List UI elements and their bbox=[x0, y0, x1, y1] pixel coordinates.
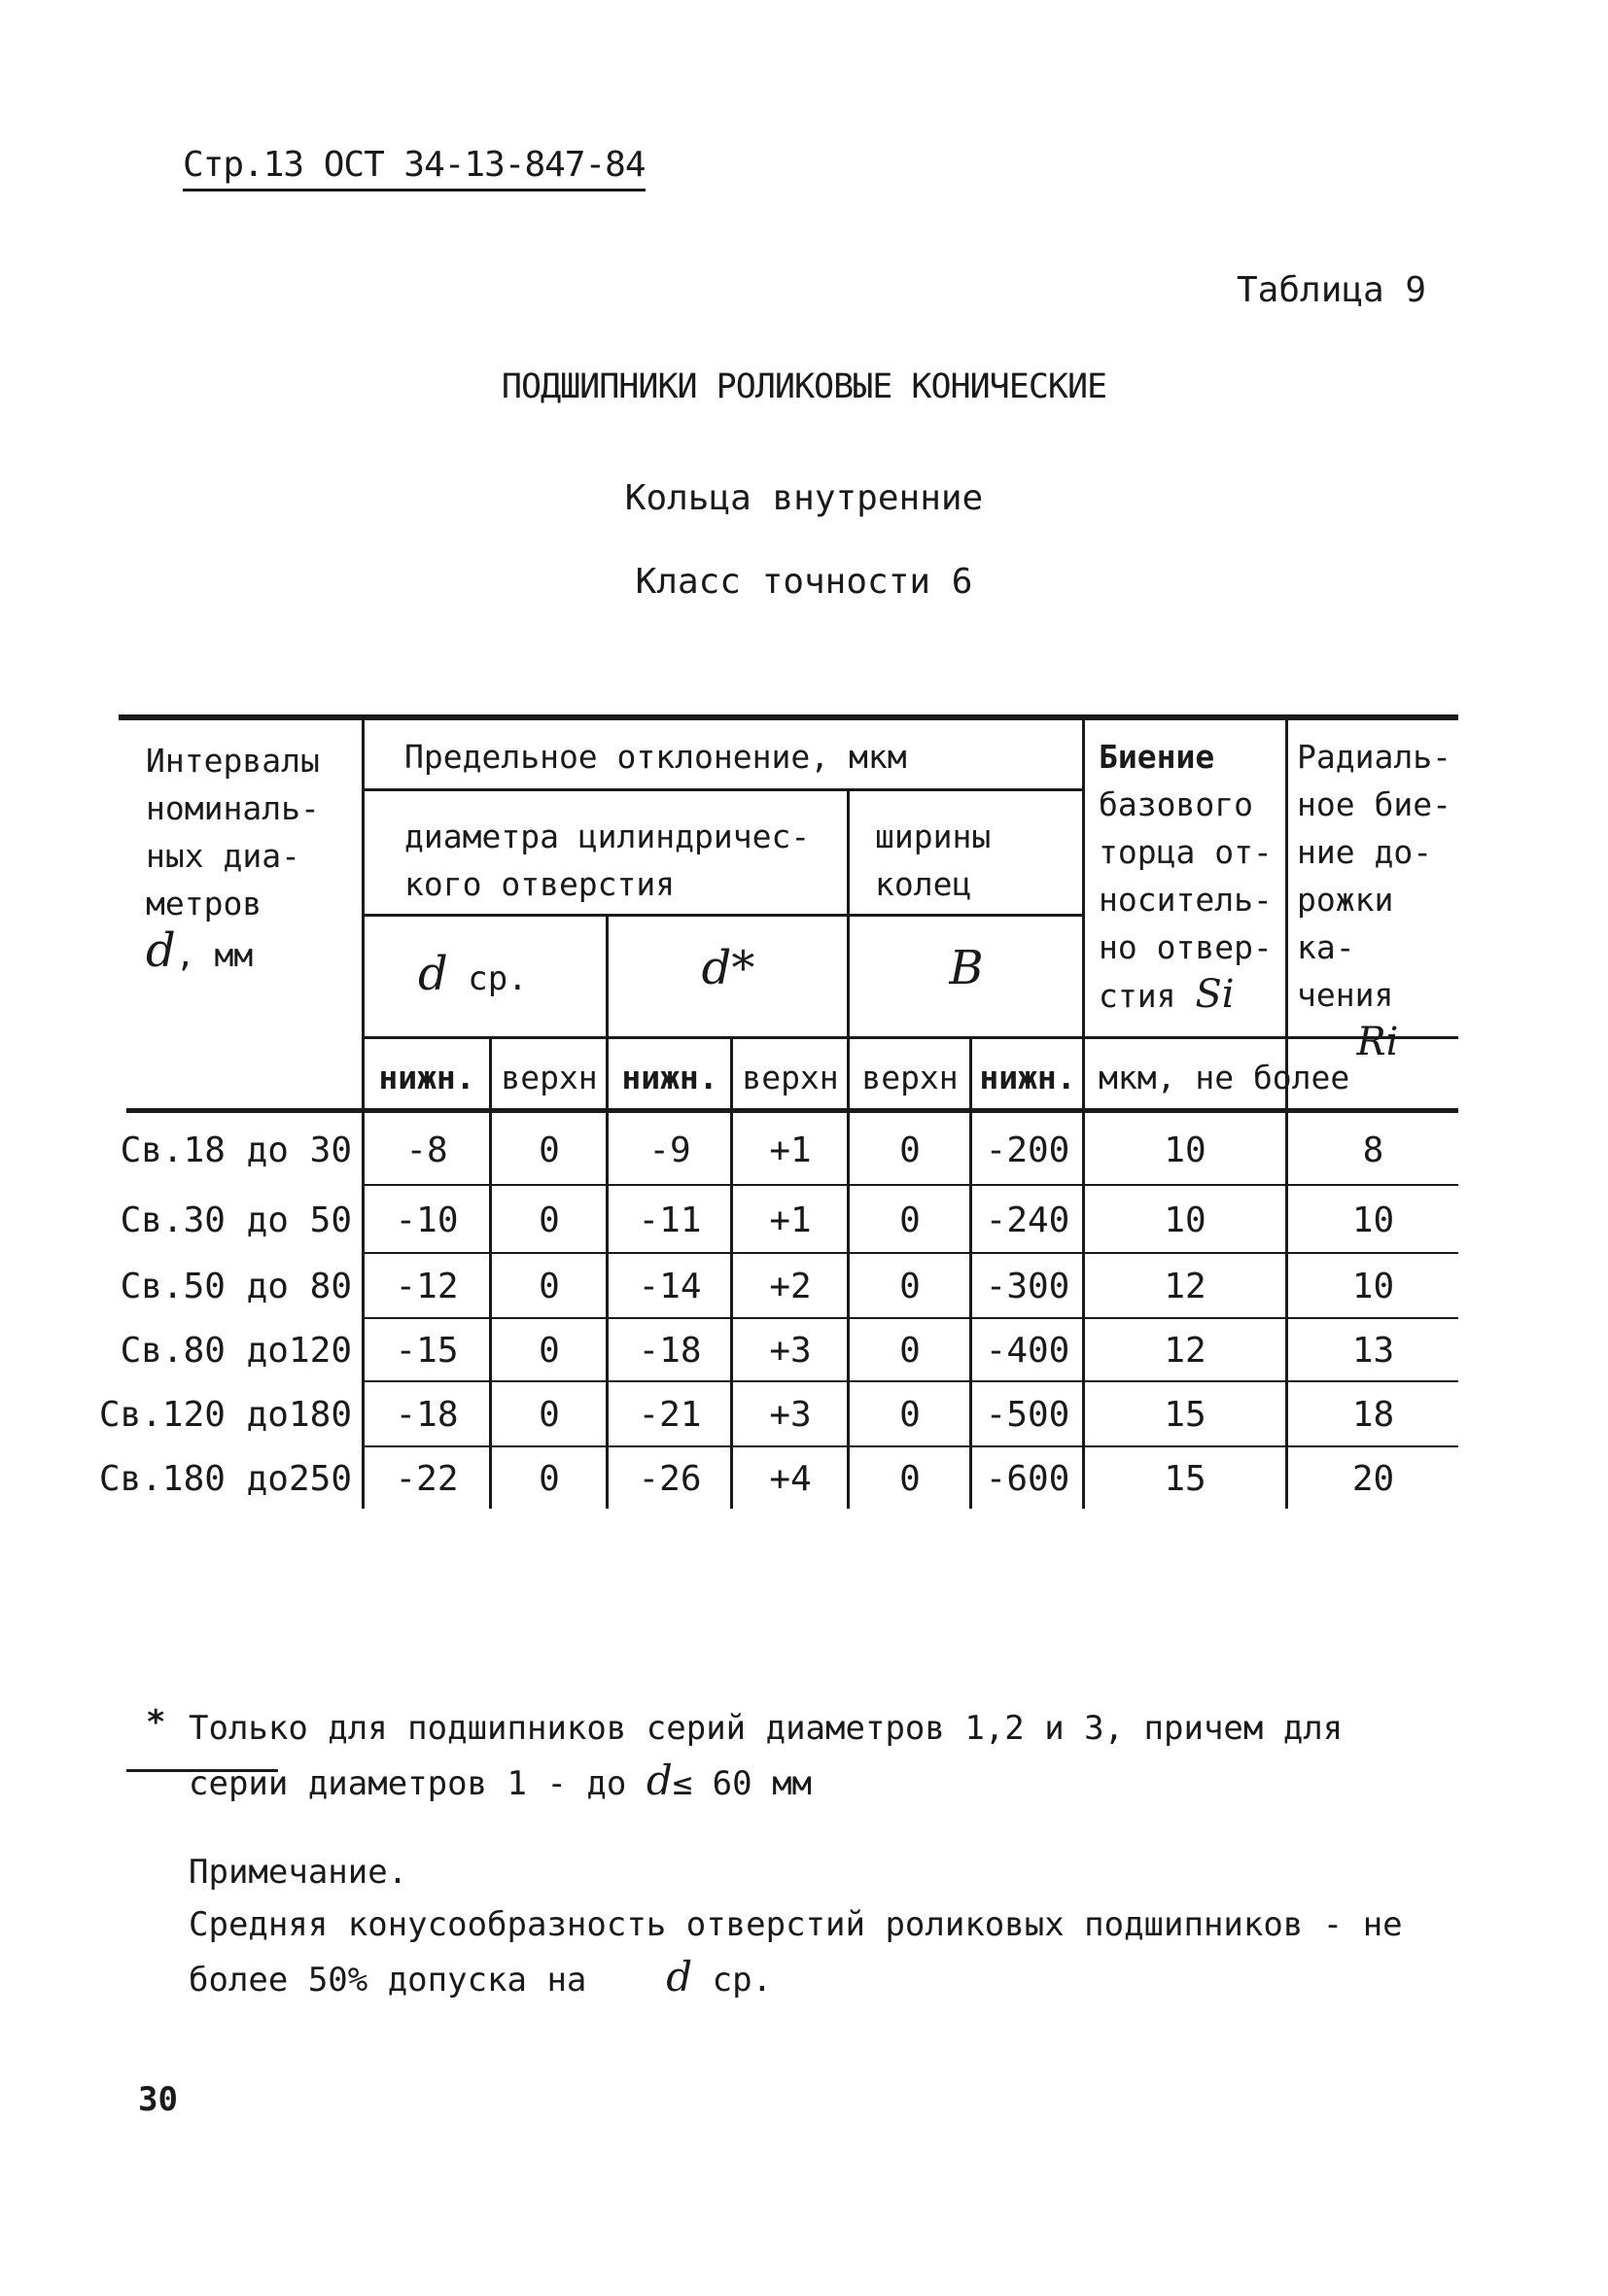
table-cell: 0 bbox=[899, 1200, 921, 1240]
table-rule bbox=[364, 788, 1083, 791]
sublabel-lower: нижн. bbox=[378, 1059, 475, 1096]
table-cell: 0 bbox=[539, 1459, 560, 1499]
sublabel-lower: нижн. bbox=[621, 1059, 718, 1096]
table-cell: 15 bbox=[1164, 1395, 1206, 1435]
table-vrule bbox=[362, 717, 365, 1509]
table-cell: +2 bbox=[769, 1267, 812, 1306]
table-cell: 0 bbox=[539, 1267, 560, 1306]
page-title: ПОДШИПНИКИ РОЛИКОВЫЕ КОНИЧЕСКИЕ bbox=[501, 367, 1107, 406]
symbol-dmp: d ср. bbox=[418, 947, 528, 1001]
table-vrule bbox=[1082, 717, 1085, 1509]
row-interval-label: Св.30 до 50 bbox=[120, 1200, 352, 1240]
table-cell: 0 bbox=[899, 1459, 921, 1499]
table-cell: -500 bbox=[985, 1395, 1070, 1435]
table-cell: 18 bbox=[1351, 1395, 1395, 1435]
table-cell: -200 bbox=[985, 1131, 1070, 1170]
table-cell: +4 bbox=[769, 1459, 812, 1499]
symbol-d: d bbox=[146, 923, 176, 978]
header-intervals: Интервалы номиналь- ных диа- метров d, мм bbox=[146, 742, 320, 978]
table-cell: 8 bbox=[1362, 1131, 1384, 1170]
table-rule-header-bottom bbox=[126, 1108, 1458, 1113]
row-interval-label: Св.80 до120 bbox=[120, 1331, 352, 1371]
table-cell: -21 bbox=[638, 1395, 702, 1435]
table-cell: +3 bbox=[769, 1395, 812, 1435]
table-cell: -8 bbox=[405, 1131, 448, 1170]
row-interval-label: Св.120 до180 bbox=[98, 1395, 352, 1435]
table-cell: 10 bbox=[1351, 1200, 1395, 1240]
table-cell: 10 bbox=[1351, 1267, 1395, 1306]
table-rule bbox=[364, 1317, 1458, 1319]
table-cell: 20 bbox=[1351, 1459, 1395, 1499]
table-rule bbox=[364, 914, 1083, 917]
table-cell: 0 bbox=[539, 1395, 560, 1435]
table-cell: 12 bbox=[1164, 1267, 1206, 1306]
table-rule-top bbox=[119, 714, 1458, 720]
symbol-b: B bbox=[949, 941, 984, 995]
sublabel-lower: нижн. bbox=[979, 1059, 1076, 1096]
unit-label: мкм, не более bbox=[1099, 1059, 1350, 1096]
table-cell: 12 bbox=[1164, 1331, 1206, 1371]
sublabel-upper: верхн bbox=[742, 1059, 839, 1096]
table-cell: -15 bbox=[395, 1331, 459, 1371]
row-interval-label: Св.50 до 80 bbox=[120, 1267, 352, 1306]
sublabel-upper: верхн bbox=[861, 1059, 959, 1096]
table-cell: -9 bbox=[648, 1131, 691, 1170]
footnote-line: Только для подшипников серий диаметров 1,2 и 3, причем для bbox=[189, 1709, 1344, 1748]
table-cell: 0 bbox=[899, 1131, 921, 1170]
footnote-line: серии диаметров 1 - до d≤ 60 мм bbox=[189, 1757, 813, 1804]
footnote-marker: * bbox=[146, 1703, 166, 1742]
table-rule bbox=[364, 1252, 1458, 1254]
table-cell: +1 bbox=[769, 1200, 812, 1240]
table-rule bbox=[364, 1184, 1458, 1186]
table-cell: 0 bbox=[539, 1200, 560, 1240]
header-radial-runout: Радиаль- ное бие- ние до- рожки ка- чения Ri bbox=[1297, 738, 1451, 1064]
table-cell: 0 bbox=[899, 1267, 921, 1306]
table-cell: 10 bbox=[1164, 1200, 1206, 1240]
table-cell: -18 bbox=[395, 1395, 459, 1435]
table-cell: -11 bbox=[638, 1200, 702, 1240]
table-cell: 0 bbox=[899, 1395, 921, 1435]
table-cell: -10 bbox=[395, 1200, 459, 1240]
table-cell: 13 bbox=[1351, 1331, 1395, 1371]
table-cell: +1 bbox=[769, 1131, 812, 1170]
table-cell: +3 bbox=[769, 1331, 812, 1371]
table-rule bbox=[364, 1036, 1458, 1039]
table-rule bbox=[364, 1445, 1458, 1447]
table-cell: 0 bbox=[539, 1131, 560, 1170]
table-cell: 0 bbox=[539, 1331, 560, 1371]
row-interval-label: Св.180 до250 bbox=[98, 1459, 352, 1499]
table-cell: -240 bbox=[985, 1200, 1070, 1240]
note-title: Примечание. bbox=[189, 1853, 408, 1892]
table-cell: 10 bbox=[1164, 1131, 1206, 1170]
symbol-ri: Ri bbox=[1356, 1020, 1399, 1064]
symbol-dstar: d* bbox=[701, 941, 755, 995]
note-line: Средняя конусообразность отверстий роликовых подшипников - не bbox=[189, 1905, 1403, 1944]
page-number: 30 bbox=[138, 2080, 178, 2119]
header-face-runout: Биение базового торца от- носитель- но отвер- стия Si bbox=[1099, 738, 1273, 1017]
table-cell: 15 bbox=[1164, 1459, 1206, 1499]
table-cell: -26 bbox=[638, 1459, 702, 1499]
subtitle: Кольца внутренние bbox=[624, 478, 984, 518]
accuracy-class: Класс точности 6 bbox=[635, 562, 973, 602]
sublabel-upper: верхн bbox=[501, 1059, 598, 1096]
table-cell: -300 bbox=[985, 1267, 1070, 1306]
table-cell: -18 bbox=[638, 1331, 702, 1371]
note-line: более 50% допуска на d ср. bbox=[189, 1953, 773, 2000]
header-bore-diameter: диаметра цилиндричес- кого отверстия bbox=[404, 818, 811, 903]
table-cell: -600 bbox=[985, 1459, 1070, 1499]
header-limit-deviation: Предельное отклонение, мкм bbox=[404, 738, 907, 776]
table-rule bbox=[364, 1380, 1458, 1382]
table-cell: -12 bbox=[395, 1267, 459, 1306]
document-reference: Стр.13 ОСТ 34-13-847-84 bbox=[183, 144, 646, 191]
symbol-si: Si bbox=[1195, 972, 1235, 1017]
row-interval-label: Св.18 до 30 bbox=[120, 1131, 352, 1170]
table-cell: 0 bbox=[899, 1331, 921, 1371]
table-cell: -14 bbox=[638, 1267, 702, 1306]
table-cell: -400 bbox=[985, 1331, 1070, 1371]
table-cell: -22 bbox=[395, 1459, 459, 1499]
table-vrule bbox=[1285, 717, 1288, 1509]
header-ring-width: ширины колец bbox=[875, 818, 992, 903]
table-number: Таблица 9 bbox=[1237, 270, 1427, 310]
